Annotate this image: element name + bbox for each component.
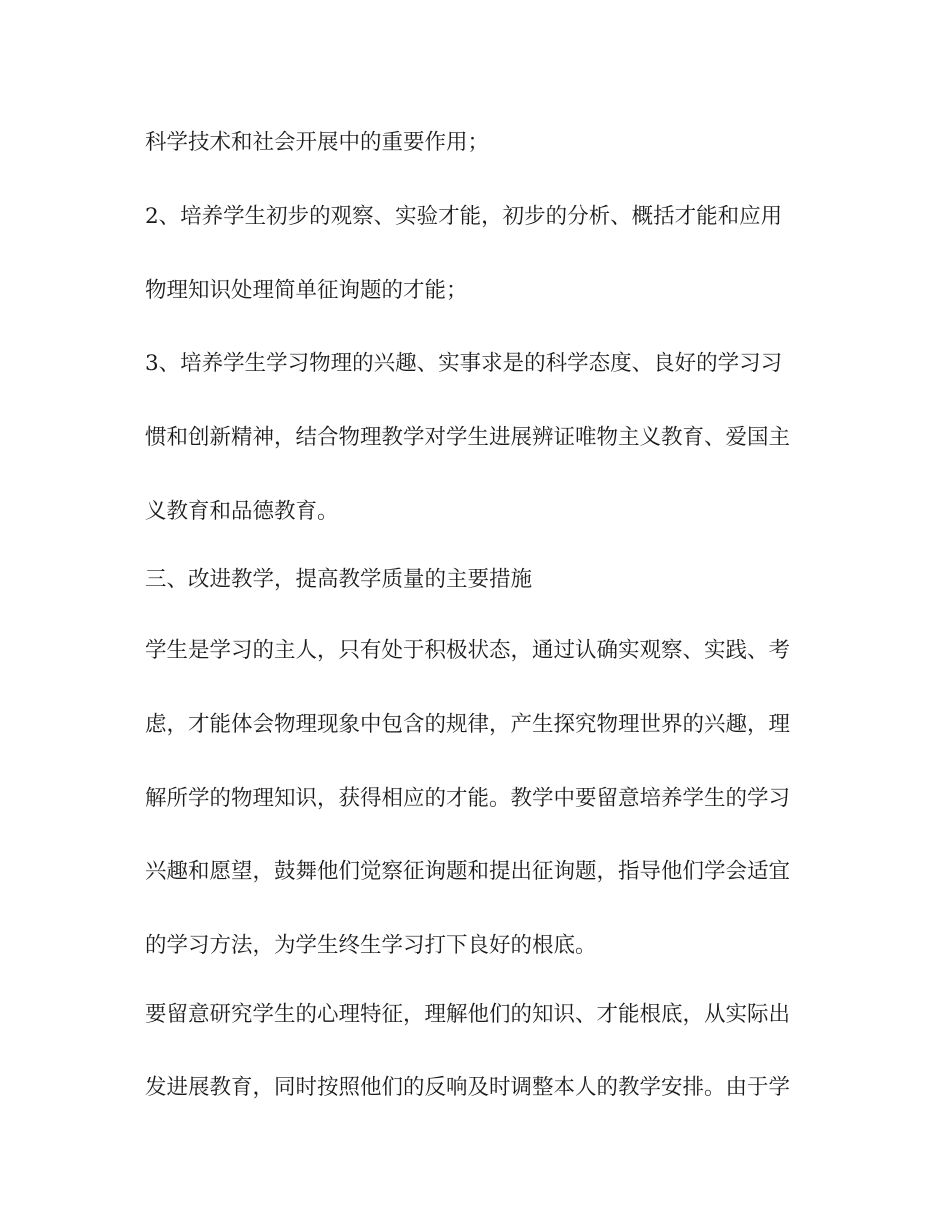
- text-line: 3、培养学生学习物理的兴趣、实事求是的科学态度、良好的学习习: [145, 351, 783, 376]
- text-line: 2、培养学生初步的观察、实验才能，初步的分析、概括才能和应用: [145, 204, 783, 229]
- text-line: 物理知识处理简单征询题的才能；: [145, 278, 468, 303]
- text-line: 的学习方法，为学生终生学习打下良好的根底。: [145, 933, 597, 958]
- section-heading: 三、改进教学，提高教学质量的主要措施: [145, 567, 533, 592]
- text-line: 科学技术和社会开展中的重要作用；: [145, 130, 490, 155]
- text-line: 要留意研究学生的心理特征，理解他们的知识、才能根底，从实际出: [145, 1002, 791, 1027]
- text-line: 兴趣和愿望，鼓舞他们觉察征询题和提出征询题，指导他们学会适宜: [145, 859, 791, 884]
- text-line: 解所学的物理知识，获得相应的才能。教学中要留意培养学生的学习: [145, 786, 791, 811]
- text-line: 发进展教育，同时按照他们的反响及时调整本人的教学安排。由于学: [145, 1075, 791, 1100]
- text-line: 虑，才能体会物理现象中包含的规律，产生探究物理世界的兴趣，理: [145, 712, 791, 737]
- text-line: 学生是学习的主人，只有处于积极状态，通过认确实观察、实践、考: [145, 638, 791, 663]
- text-line: 惯和创新精神，结合物理教学对学生进展辨证唯物主义教育、爱国主: [145, 425, 791, 450]
- text-line: 义教育和品德教育。: [145, 499, 339, 524]
